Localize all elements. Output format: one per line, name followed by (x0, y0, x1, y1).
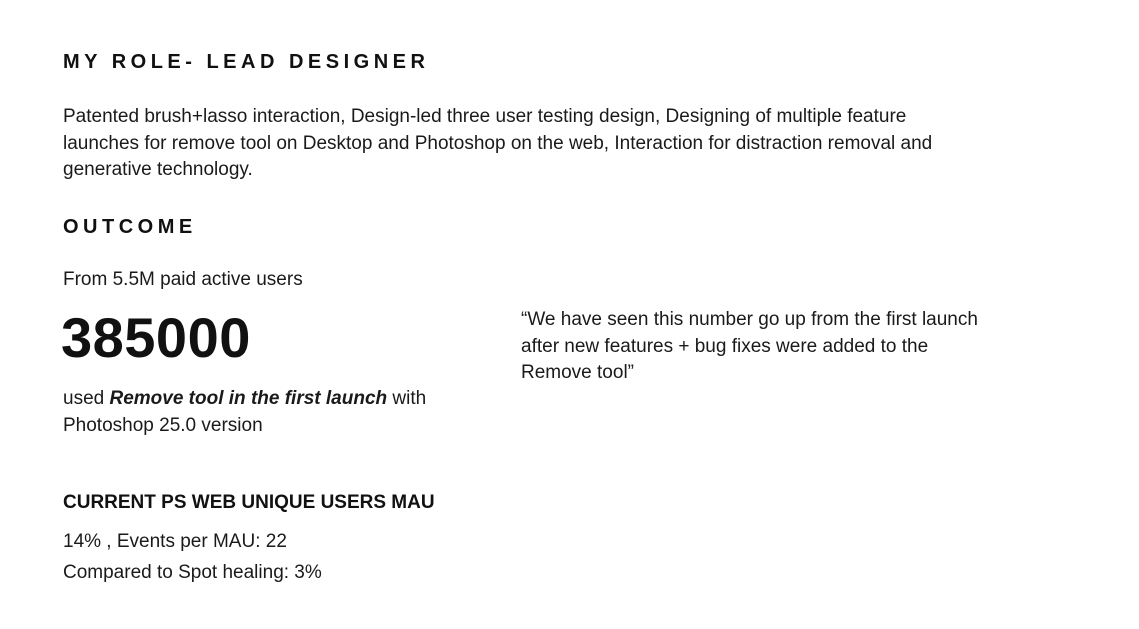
outcome-heading: OUTCOME (63, 216, 197, 238)
mau-heading: CURRENT PS WEB UNIQUE USERS MAU (63, 492, 435, 513)
users-count-stat: 385000 (61, 306, 251, 369)
role-heading: MY ROLE- LEAD DESIGNER (63, 51, 430, 73)
usage-description (63, 386, 483, 439)
usage-prefix: used (63, 388, 110, 409)
mau-stat-events: 14% , Events per MAU: 22 (63, 531, 287, 552)
paid-users-text: From 5.5M paid active users (63, 269, 303, 290)
role-description: Patented brush+lasso interaction, Design-led three user testing design, Designing of multiple feature launches for remove tool on Desktop and Photoshop on the web, Interaction for distraction removal and generative technology. (63, 106, 933, 180)
outcome-quote: “We have seen this number go up from the first launch after new features + bug fixes were added to the Remove tool” (521, 309, 978, 383)
usage-emphasis: Remove tool in the first launch (109, 388, 388, 409)
usage-suffix: with Photoshop 25.0 version (63, 388, 427, 436)
mau-stat-comparison: Compared to Spot healing: 3% (63, 562, 322, 583)
